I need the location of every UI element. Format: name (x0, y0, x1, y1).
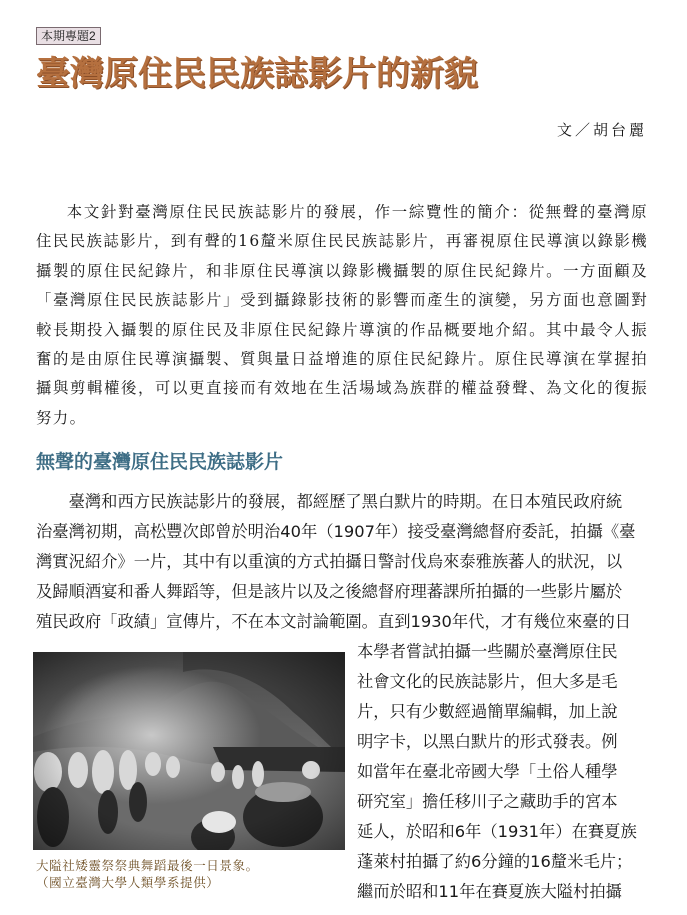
photo-image (33, 652, 345, 850)
series-badge: 本期專題2 (36, 27, 101, 45)
body-line: 社會文化的民族誌影片，但大多是毛 (357, 672, 618, 691)
abstract-paragraph: 本文針對臺灣原住民民族誌影片的發展，作一綜覽性的簡介：從無聲的臺灣原住民民族誌影片，到有聲的16釐米原住民民族誌影片，再審視原住民導演以錄影機攝製的原住民紀錄片，和非原住民導演以錄影機攝製的原住民紀錄片。一方面顧及「臺灣原住民民族誌影片」受到攝錄影技術的影響而產生的演變，另方面也意圖對較長期投入攝製的原住民及非原住民紀錄片導演的作品概要地介紹。其中最令人振奮的是由原住民導演攝製、質與量日益增進的原住民紀錄片。原住民導演在掌握拍攝與剪輯權後，可以更直接而有效地在生活場域為族群的權益發聲、為文化的復振努力。 (36, 203, 648, 427)
body-line: 如當年在臺北帝國大學「土俗人種學 (357, 762, 618, 781)
body-line: 明字卡，以黑白默片的形式發表。例 (357, 732, 618, 751)
photo-caption (36, 857, 336, 891)
caption-credit: （國立臺灣大學人類學系提供） (36, 875, 220, 890)
author-byline: 文／胡台麗 (556, 121, 647, 139)
body-line: 及歸順酒宴和番人舞蹈等，但是該片以及之後總督府理蕃課所拍攝的一些影片屬於 (36, 582, 623, 601)
body-line: 延人，於昭和6年（1931年）在賽夏族 (357, 822, 637, 841)
body-line: 臺灣和西方民族誌影片的發展，都經歷了黑白默片的時期。在日本殖民政府統 (68, 492, 623, 511)
ceremony-photo (33, 652, 345, 850)
body-line: 蓬萊村拍攝了約6分鐘的16釐米毛片； (357, 852, 633, 871)
body-line: 研究室」擔任移川子之藏助手的宮本 (357, 792, 618, 811)
body-paragraph-full-width (36, 487, 648, 637)
body-line: 繼而於昭和11年在賽夏族大隘村拍攝 (357, 882, 622, 901)
article-title: 臺灣原住民民族誌影片的新貌 (36, 54, 478, 94)
body-paragraph-column (357, 637, 649, 907)
body-line: 本學者嘗試拍攝一些關於臺灣原住民 (357, 642, 618, 661)
body-line: 治臺灣初期，高松豐次郎曾於明治40年（1907年）接受臺灣總督府委託，拍攝《臺 (36, 522, 636, 541)
body-line: 殖民政府「政績」宣傳片，不在本文討論範圍。直到1930年代，才有幾位來臺的日 (36, 612, 632, 631)
body-line: 片，只有少數經過簡單編輯，加上說 (357, 702, 618, 721)
body-line: 灣實況紹介》一片，其中有以重演的方式拍攝日警討伐烏來泰雅族蕃人的狀況，以 (36, 552, 623, 571)
section-heading: 無聲的臺灣原住民民族誌影片 (36, 451, 284, 473)
caption-description: 大隘社矮靈祭祭典舞蹈最後一日景象。 (36, 858, 259, 873)
